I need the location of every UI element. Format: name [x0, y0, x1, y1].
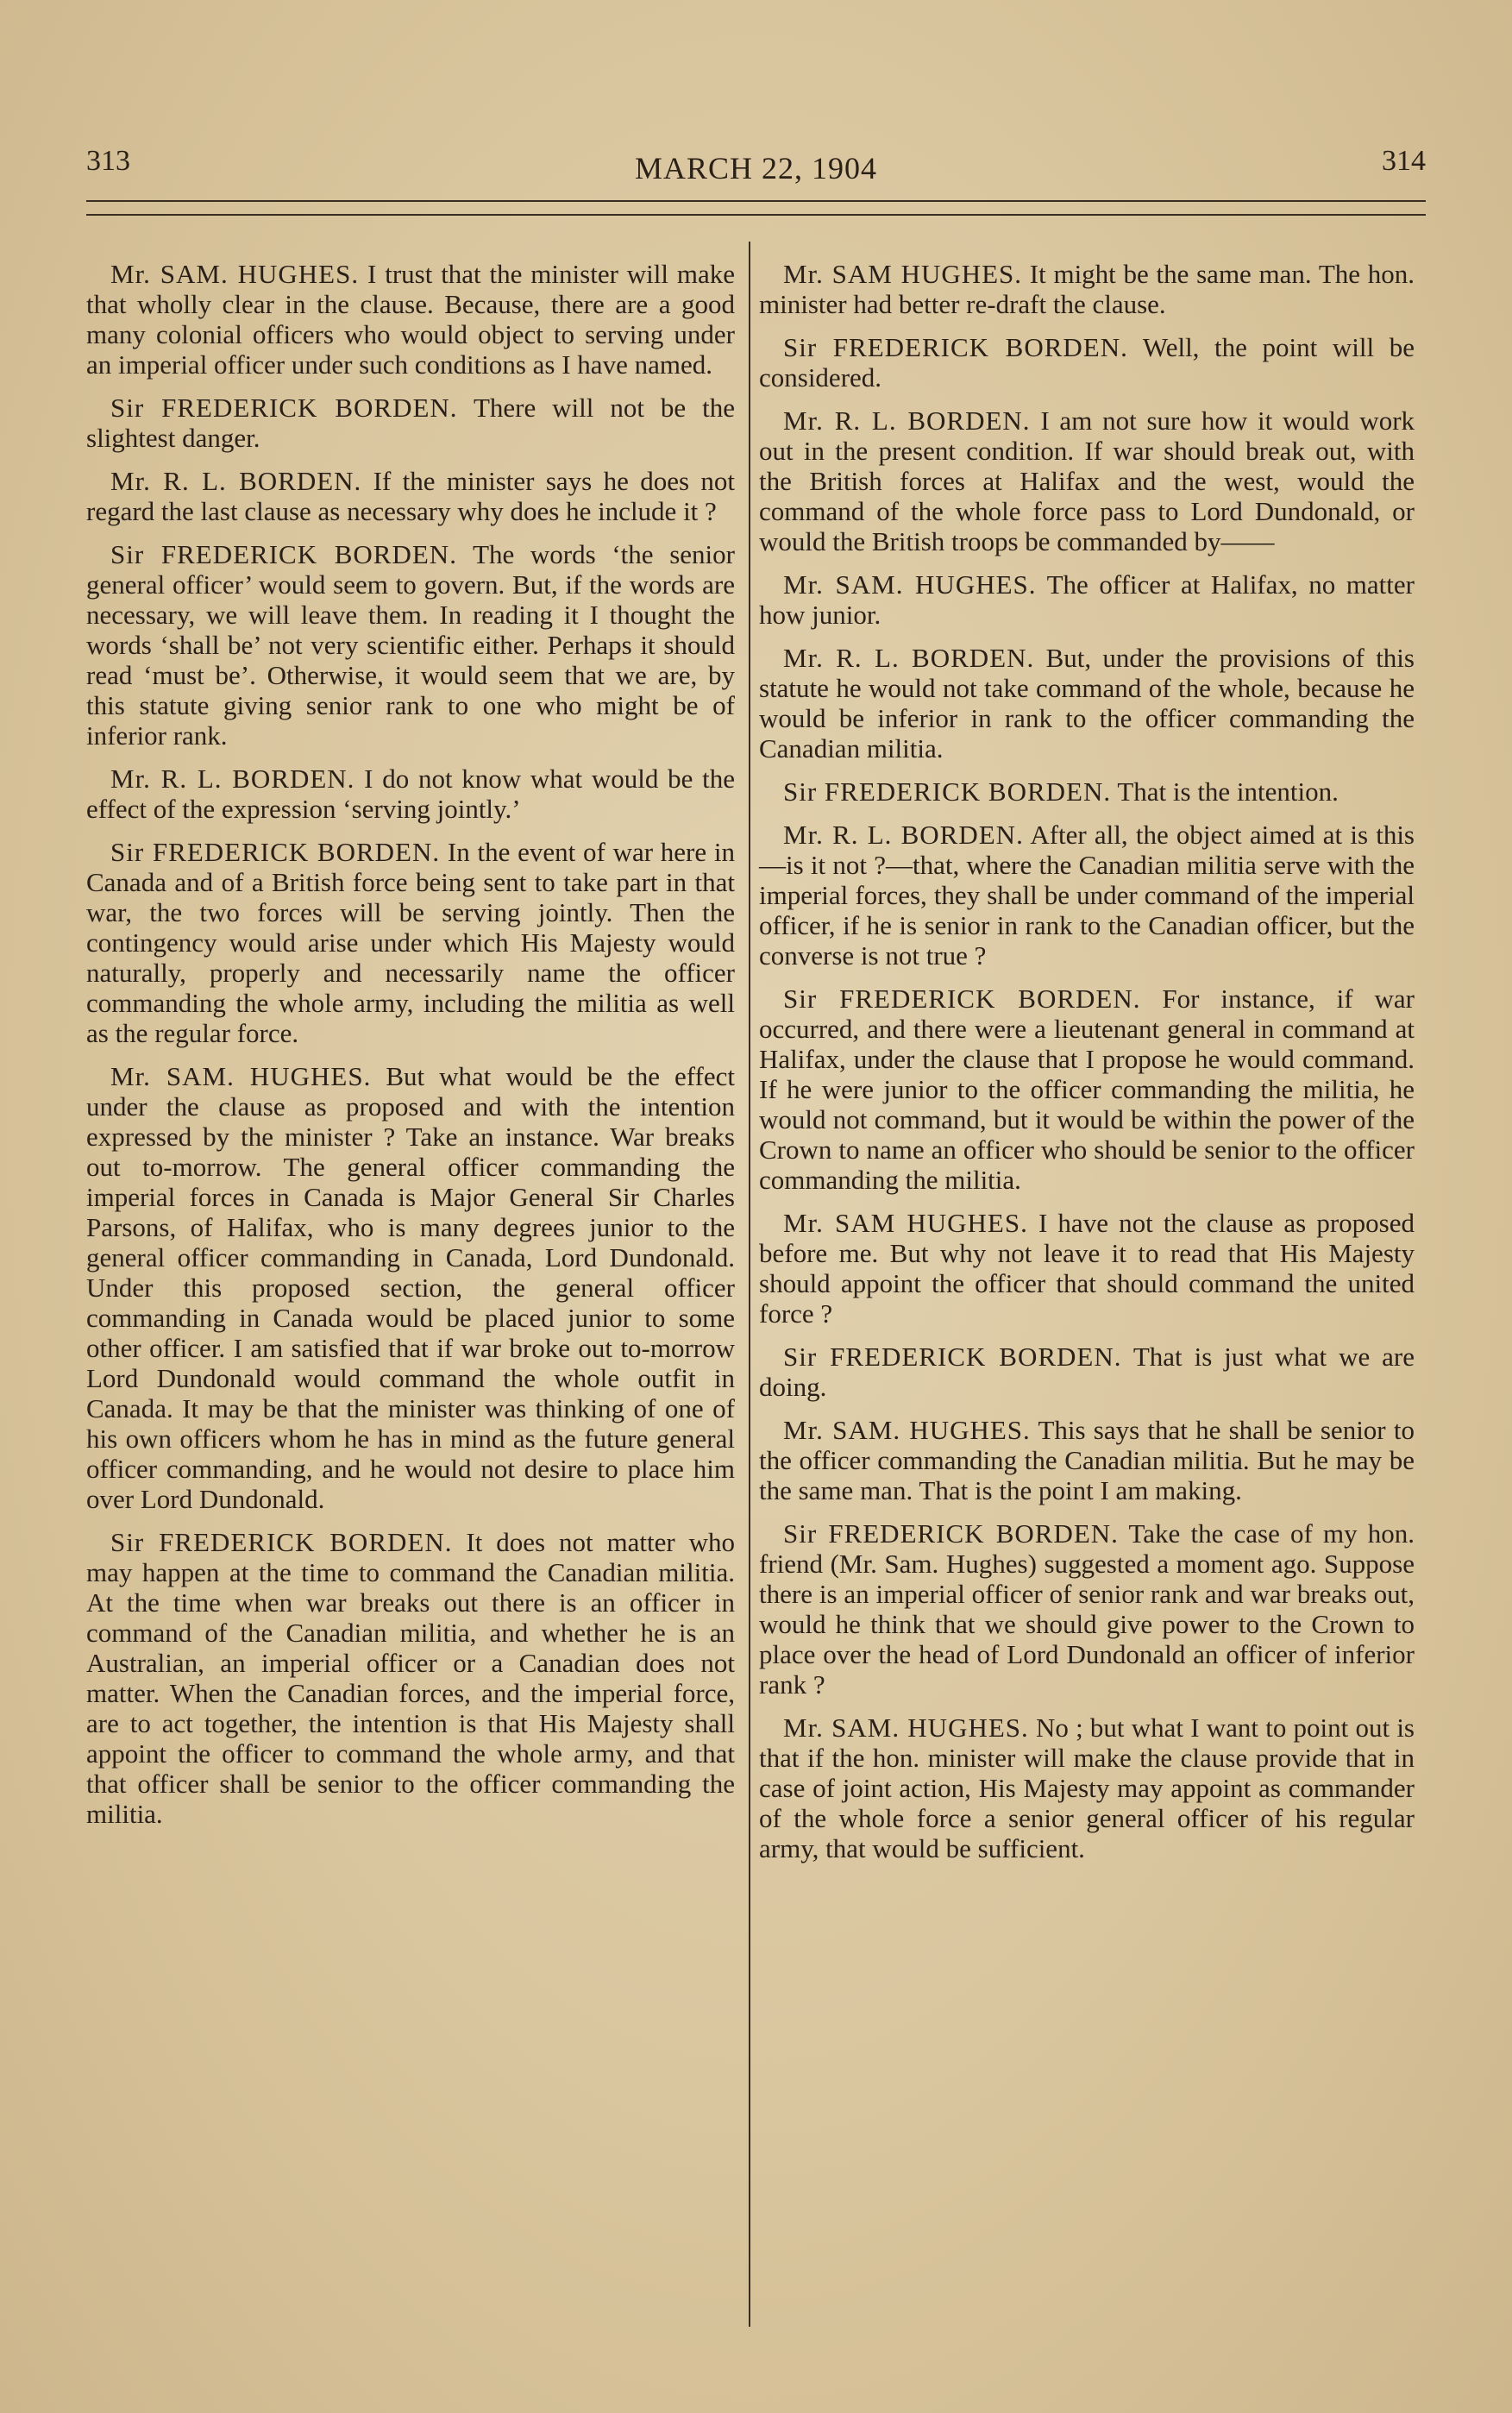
speech-text: The officer at Halifax, no matter how junior. — [759, 569, 1415, 630]
speaker-name: Mr. SAM. HUGHES. — [783, 1712, 1029, 1743]
speech-paragraph — [86, 259, 735, 380]
speech-paragraph — [759, 1518, 1415, 1700]
speech-paragraph — [86, 837, 735, 1048]
speaker-name: Sir FREDERICK BORDEN. — [783, 983, 1141, 1014]
speaker-name: Mr. SAM HUGHES. — [783, 259, 1023, 289]
page-date-title: MARCH 22, 1904 — [634, 151, 878, 185]
speech-paragraph — [759, 1342, 1415, 1402]
speech-text: I do not know what would be the effect of the expression ‘serving jointly.’ — [86, 763, 735, 824]
speaker-name: Sir FREDERICK BORDEN. — [783, 776, 1112, 807]
speech-paragraph — [86, 466, 735, 526]
speech-text: It might be the same man. The hon. minister had better re-draft the clause. — [759, 259, 1415, 319]
speech-text: For instance, if war occurred, and there were a lieutenant general in command at Halifax, under the clause that I propose he would command. If he were junior to the officer commanding the militia, he would not command, but it would be within the power of the Crown to name an officer who should be senior to the officer commanding the militia. — [759, 983, 1415, 1195]
speech-paragraph — [759, 820, 1415, 971]
speaker-name: Sir FREDERICK BORDEN. — [783, 332, 1128, 362]
speech-text: No ; but what I want to point out is that if the hon. minister will make the clause provide that in case of joint action, His Majesty may appoint as commander of the whole force a senior general officer of his regular army, that would be sufficient. — [759, 1712, 1415, 1863]
speech-text: That is the intention. — [1117, 776, 1339, 807]
speech-paragraph — [86, 539, 735, 751]
speaker-name: Mr. SAM. HUGHES. — [783, 569, 1037, 600]
speaker-name: Mr. R. L. BORDEN. — [110, 763, 355, 794]
speech-paragraph — [759, 405, 1415, 556]
speech-paragraph — [759, 1208, 1415, 1329]
speaker-name: Mr. R. L. BORDEN. — [783, 643, 1035, 673]
speech-paragraph — [759, 643, 1415, 763]
speech-paragraph — [759, 776, 1415, 807]
page-number-right: 314 — [1382, 145, 1426, 177]
speaker-name: Sir FREDERICK BORDEN. — [783, 1518, 1119, 1549]
speech-paragraph — [759, 1415, 1415, 1505]
header-rule — [86, 200, 1426, 216]
speech-paragraph — [759, 259, 1415, 319]
speech-text: That is just what we are doing. — [759, 1342, 1415, 1402]
speech-paragraph — [759, 332, 1415, 393]
page-number-left: 313 — [86, 145, 130, 177]
speaker-name: Sir FREDERICK BORDEN. — [110, 837, 441, 867]
speech-text: Well, the point will be considered. — [759, 332, 1415, 393]
speech-text: In the event of war here in Canada and of a British force being sent to take part in that war, the two forces will be serving jointly. Then the contingency would arise under which His Majesty would naturally, properly and necessarily name the officer commanding the whole army, including the militia as well as the regular force. — [86, 837, 736, 1048]
speech-paragraph — [86, 393, 735, 453]
speaker-name: Mr. SAM. HUGHES. — [110, 1061, 372, 1091]
speech-text: The words ‘the senior general officer’ would seem to govern. But, if the words are necessary, we will leave them. In reading it I thought the words ‘shall be’ not very scientific either. Perhaps it should read ‘must be’. Otherwise, it would seem that we are, by this statute giving senior rank to one who might be of inferior rank. — [86, 539, 735, 751]
right-column — [759, 259, 1415, 1876]
speaker-name: Sir FREDERICK BORDEN. — [110, 539, 457, 569]
speech-text: After all, the object aimed at is this—is it not ?—that, where the Canadian militia serve with the imperial forces, they shall be under command of the imperial officer, if he is senior in rank to the Canadian officer, but the converse is not true ? — [759, 820, 1415, 971]
speech-paragraph — [86, 1061, 735, 1514]
speech-text: But, under the provisions of this statute he would not take command of the whole, because he would be inferior in rank to the officer commanding the Canadian militia. — [759, 643, 1415, 763]
speaker-name: Mr. R. L. BORDEN. — [783, 820, 1024, 850]
column-divider — [749, 242, 750, 2327]
left-column — [86, 259, 735, 1842]
speech-text: I have not the clause as proposed before me. But why not leave it to read that His Majesty should appoint the officer that should command the united force ? — [759, 1208, 1415, 1329]
speech-text: I trust that the minister will make that wholly clear in the clause. Because, there are a good many colonial officers who would object to serving under an imperial officer under such conditions as I have named. — [86, 259, 736, 380]
speaker-name: Mr. SAM. HUGHES. — [783, 1415, 1031, 1445]
speech-text: It does not matter who may happen at the time to command the Canadian militia. At the time when war breaks out there is an officer in command of the Canadian militia, and whether he is an Australian, an imperial officer or a Canadian does not matter. When the Canadian forces, and the imperial force, are to act together, the intention is that His Majesty shall appoint the officer to command the whole army, and that that officer shall be senior to the officer commanding the militia. — [86, 1527, 735, 1829]
speaker-name: Mr. SAM HUGHES. — [783, 1208, 1028, 1238]
speaker-name: Mr. SAM. HUGHES. — [110, 259, 360, 289]
page-header — [86, 138, 1426, 190]
speech-text: There will not be the slightest danger. — [86, 393, 735, 453]
speaker-name: Mr. R. L. BORDEN. — [110, 466, 362, 496]
speech-paragraph — [86, 1527, 735, 1829]
speech-paragraph — [759, 569, 1415, 630]
speaker-name: Mr. R. L. BORDEN. — [783, 405, 1031, 436]
speech-text: This says that he shall be senior to the officer commanding the Canadian militia. But he may be the same man. That is the point I am making. — [759, 1415, 1415, 1505]
speaker-name: Sir FREDERICK BORDEN. — [110, 393, 458, 423]
speech-paragraph — [86, 763, 735, 824]
speech-text: But what would be the effect under the clause as proposed and with the intention expressed by the minister ? Take an instance. War breaks out to-morrow. The general officer commanding the imperial forces in Canada is Major General Sir Charles Parsons, of Halifax, who is many degrees junior to the general officer commanding in Canada, Lord Dundonald. Under this proposed section, the general officer commanding in Canada would be placed junior to some other officer. I am satisfied that if war broke out to-morrow Lord Dundonald would command the whole outfit in Canada. It may be that the minister was thinking of one of his own officers whom he has in mind as the future general officer commanding, and he would not desire to place him over Lord Dundonald. — [86, 1061, 735, 1514]
speech-paragraph — [759, 1712, 1415, 1863]
speaker-name: Sir FREDERICK BORDEN. — [783, 1342, 1122, 1372]
speech-paragraph — [759, 983, 1415, 1195]
speech-text: Take the case of my hon. friend (Mr. Sam. Hughes) suggested a moment ago. Suppose there is an imperial officer of senior rank and war breaks out, would he think that we should give power to the Crown to place over the head of Lord Dundonald an officer of inferior rank ? — [759, 1518, 1415, 1700]
speech-text: I am not sure how it would work out in the present condition. If war should break out, with the British forces at Halifax and the west, would the command of the whole force pass to Lord Dundonald, or would the British troops be commanded by—— — [759, 405, 1415, 556]
speech-text: If the minister says he does not regard the last clause as necessary why does he include it ? — [86, 466, 735, 526]
speaker-name: Sir FREDERICK BORDEN. — [110, 1527, 453, 1557]
